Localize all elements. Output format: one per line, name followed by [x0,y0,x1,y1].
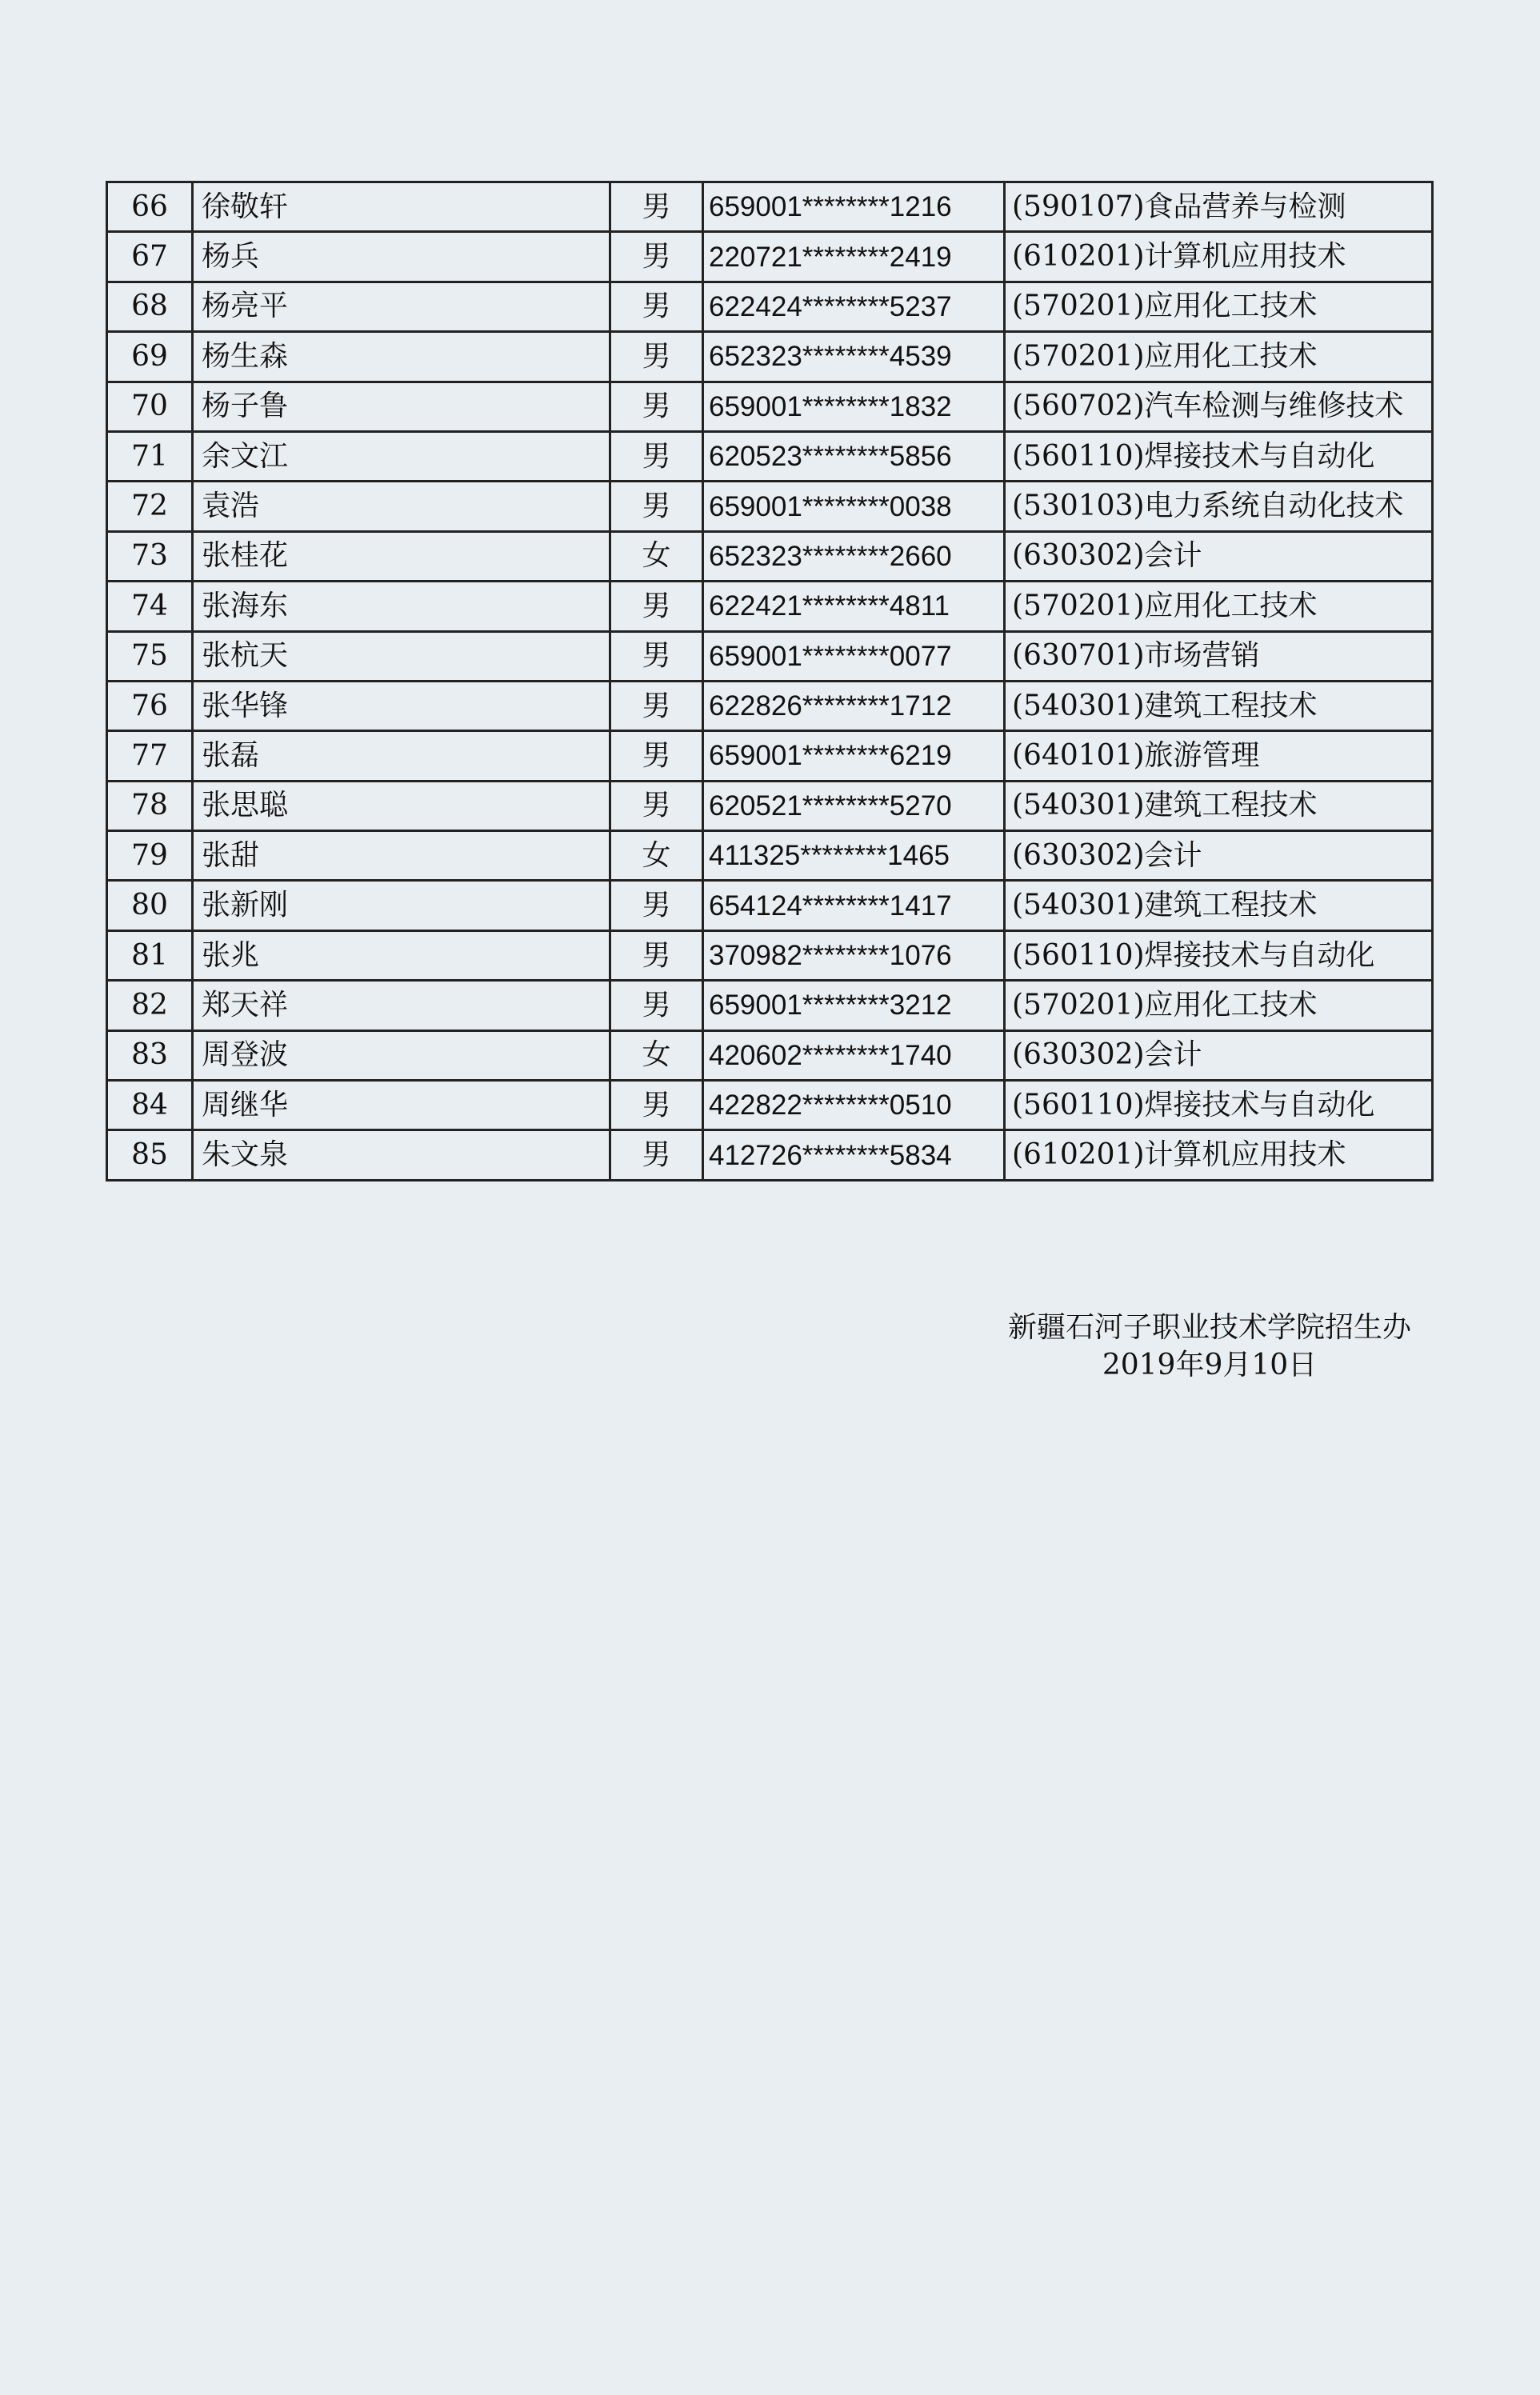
issue-date: 2019年9月10日 [1102,1349,1318,1381]
student-id-number: 659001********0038 [703,482,1005,531]
row-number: 78 [107,781,193,830]
table-row [107,1130,1433,1180]
student-id-number: 411325********1465 [703,831,1005,881]
student-major: (560702)汽车检测与维修技术 [1005,382,1433,431]
table-row [107,881,1433,930]
roster-body [107,182,1433,1181]
student-major: (610201)计算机应用技术 [1005,1130,1433,1180]
student-major: (570201)应用化工技术 [1005,582,1433,631]
student-major: (590107)食品营养与检测 [1005,182,1433,232]
student-gender: 男 [610,731,703,781]
table-row [107,831,1433,881]
table-row [107,731,1433,781]
student-gender: 男 [610,182,703,232]
student-major: (570201)应用化工技术 [1005,981,1433,1030]
row-number: 85 [107,1130,193,1180]
student-name: 周继华 [193,1081,610,1130]
student-name: 张新刚 [193,881,610,930]
row-number: 67 [107,232,193,282]
student-name: 周登波 [193,1030,610,1080]
student-major: (560110)焊接技术与自动化 [1005,930,1433,980]
student-gender: 男 [610,981,703,1030]
table-row [107,930,1433,980]
table-row [107,382,1433,431]
student-major: (630302)会计 [1005,831,1433,881]
table-row [107,582,1433,631]
document-footer [986,1309,1434,1384]
student-major: (530103)电力系统自动化技术 [1005,482,1433,531]
table-row [107,681,1433,730]
student-gender: 男 [610,382,703,431]
student-gender: 男 [610,1130,703,1180]
table-row [107,1081,1433,1130]
student-major: (640101)旅游管理 [1005,731,1433,781]
student-name: 朱文泉 [193,1130,610,1180]
row-number: 80 [107,881,193,930]
row-number: 77 [107,731,193,781]
student-name: 张兆 [193,930,610,980]
student-id-number: 652323********4539 [703,332,1005,382]
student-gender: 男 [610,582,703,631]
student-name: 余文江 [193,431,610,481]
table-row [107,282,1433,331]
row-number: 75 [107,631,193,681]
student-major: (570201)应用化工技术 [1005,332,1433,382]
student-gender: 女 [610,1030,703,1080]
admission-roster-table [106,181,1434,1182]
table-row [107,431,1433,481]
student-gender: 男 [610,631,703,681]
student-id-number: 654124********1417 [703,881,1005,930]
student-id-number: 422822********0510 [703,1081,1005,1130]
student-name: 杨子鲁 [193,382,610,431]
student-gender: 女 [610,831,703,881]
row-number: 74 [107,582,193,631]
row-number: 71 [107,431,193,481]
student-major: (560110)焊接技术与自动化 [1005,1081,1433,1130]
student-major: (630701)市场营销 [1005,631,1433,681]
table-row [107,981,1433,1030]
student-name: 张华锋 [193,681,610,730]
student-name: 袁浩 [193,482,610,531]
student-id-number: 652323********2660 [703,531,1005,581]
student-gender: 男 [610,781,703,830]
table-row [107,482,1433,531]
student-id-number: 420602********1740 [703,1030,1005,1080]
row-number: 69 [107,332,193,382]
student-gender: 男 [610,332,703,382]
student-gender: 男 [610,232,703,282]
row-number: 83 [107,1030,193,1080]
table-row [107,781,1433,830]
student-gender: 男 [610,681,703,730]
student-gender: 女 [610,531,703,581]
student-id-number: 659001********3212 [703,981,1005,1030]
row-number: 73 [107,531,193,581]
table-row [107,182,1433,232]
student-id-number: 620521********5270 [703,781,1005,830]
student-id-number: 622421********4811 [703,582,1005,631]
student-name: 杨生森 [193,332,610,382]
student-id-number: 659001********1216 [703,182,1005,232]
student-major: (540301)建筑工程技术 [1005,881,1433,930]
student-name: 张甜 [193,831,610,881]
row-number: 70 [107,382,193,431]
student-id-number: 622424********5237 [703,282,1005,331]
student-gender: 男 [610,1081,703,1130]
student-major: (630302)会计 [1005,531,1433,581]
row-number: 66 [107,182,193,232]
row-number: 84 [107,1081,193,1130]
student-name: 张磊 [193,731,610,781]
student-gender: 男 [610,881,703,930]
student-major: (540301)建筑工程技术 [1005,681,1433,730]
row-number: 79 [107,831,193,881]
student-name: 徐敬轩 [193,182,610,232]
student-major: (560110)焊接技术与自动化 [1005,431,1433,481]
row-number: 76 [107,681,193,730]
table-row [107,332,1433,382]
student-id-number: 220721********2419 [703,232,1005,282]
student-id-number: 659001********0077 [703,631,1005,681]
row-number: 81 [107,930,193,980]
student-id-number: 622826********1712 [703,681,1005,730]
student-name: 张杭天 [193,631,610,681]
student-id-number: 370982********1076 [703,930,1005,980]
student-gender: 男 [610,930,703,980]
row-number: 82 [107,981,193,1030]
student-major: (610201)计算机应用技术 [1005,232,1433,282]
table-row [107,1030,1433,1080]
student-name: 张海东 [193,582,610,631]
student-id-number: 412726********5834 [703,1130,1005,1180]
table-row [107,631,1433,681]
table-row [107,232,1433,282]
student-id-number: 659001********6219 [703,731,1005,781]
student-gender: 男 [610,282,703,331]
row-number: 68 [107,282,193,331]
table-row [107,531,1433,581]
student-major: (630302)会计 [1005,1030,1433,1080]
student-name: 张思聪 [193,781,610,830]
student-major: (570201)应用化工技术 [1005,282,1433,331]
student-name: 郑天祥 [193,981,610,1030]
student-gender: 男 [610,431,703,481]
row-number: 72 [107,482,193,531]
student-name: 杨兵 [193,232,610,282]
student-name: 杨亮平 [193,282,610,331]
student-major: (540301)建筑工程技术 [1005,781,1433,830]
student-id-number: 620523********5856 [703,431,1005,481]
student-gender: 男 [610,482,703,531]
issuer-name: 新疆石河子职业技术学院招生办 [1007,1311,1411,1344]
student-name: 张桂花 [193,531,610,581]
student-id-number: 659001********1832 [703,382,1005,431]
